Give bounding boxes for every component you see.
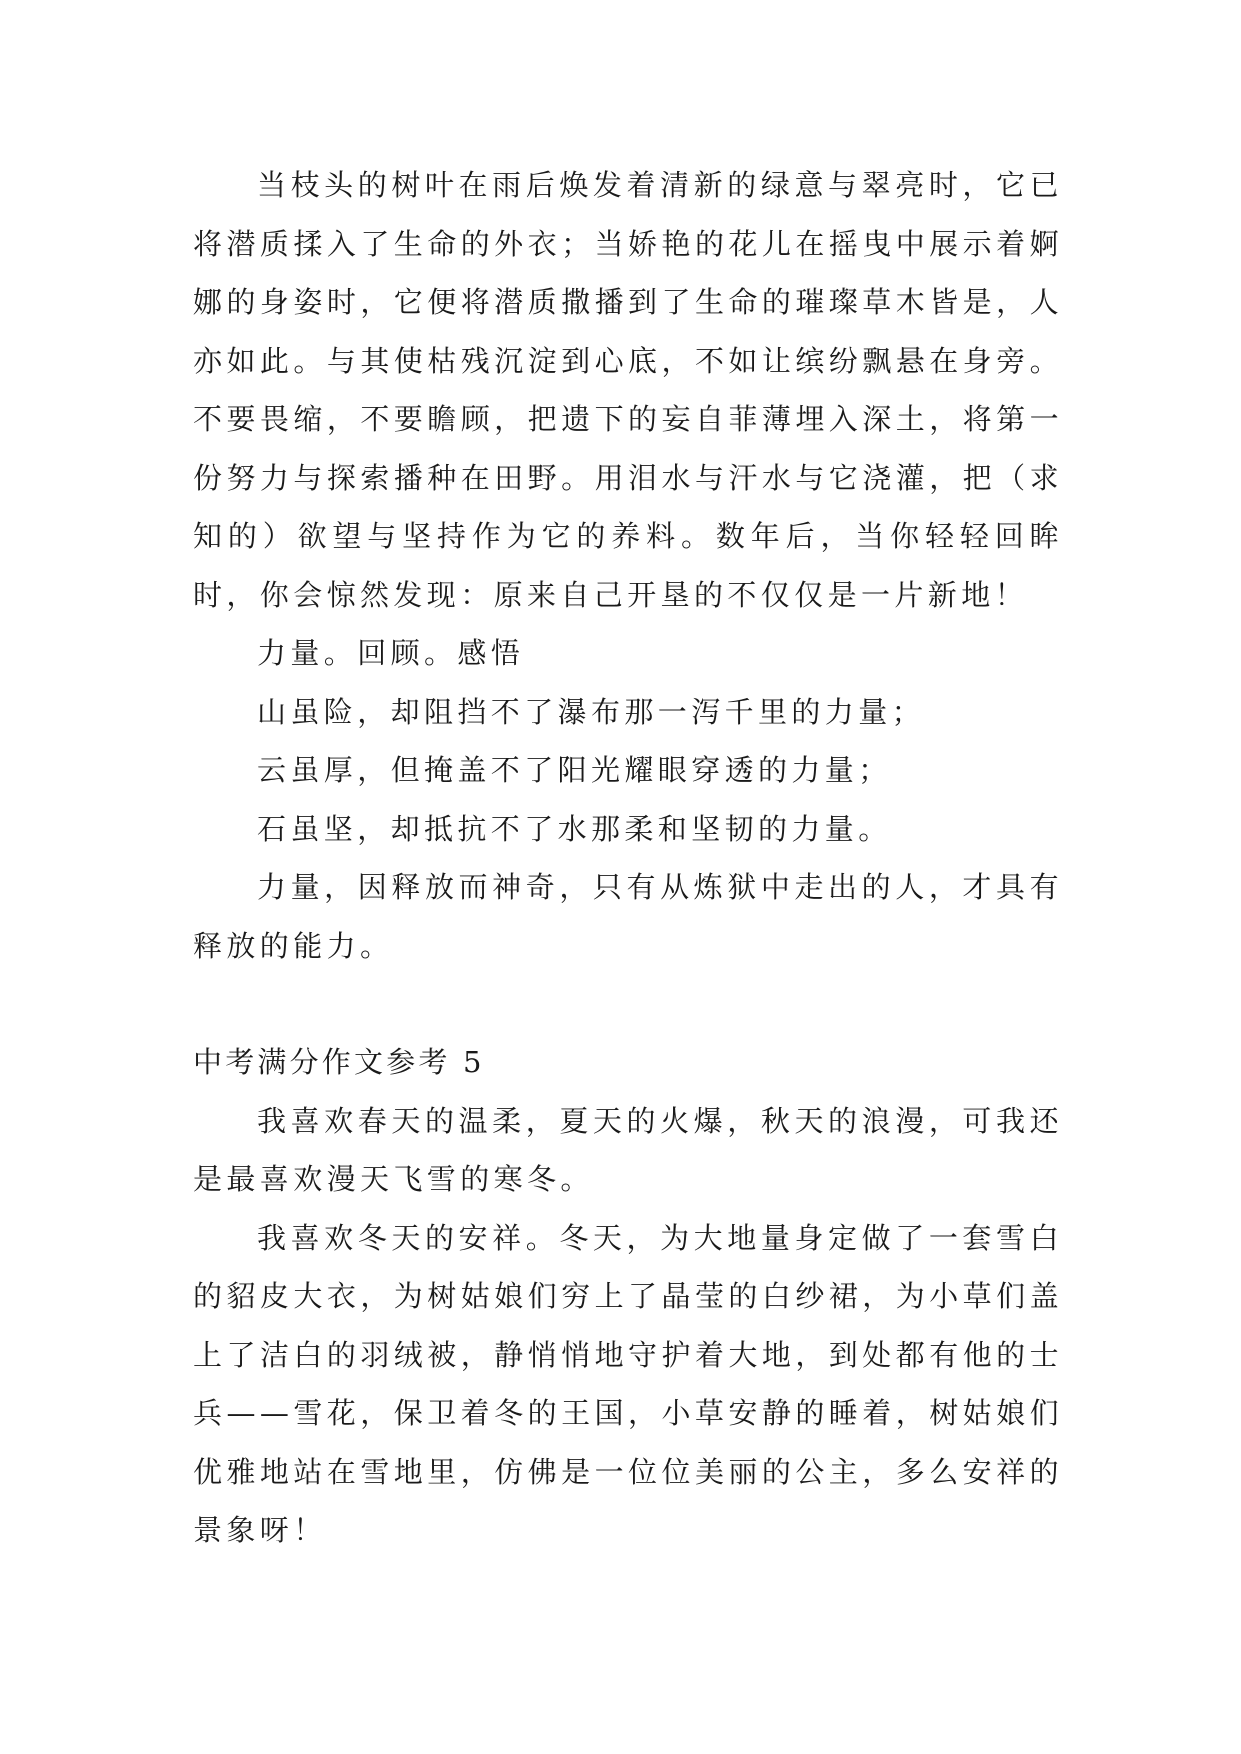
document-body [193,156,1063,1560]
paragraph: 石虽坚，却抵抗不了水那柔和坚韧的力量。 [257,811,892,846]
section-heading: 中考满分作文参考 5 [193,1045,485,1079]
paragraph: 云虽厚，但掩盖不了阳光耀眼穿透的力量； [257,753,892,787]
paragraph: 我喜欢春天的温柔，夏天的火爆，秋天的浪漫，可我还是最喜欢漫天飞雪的寒冬。 [193,1103,1063,1196]
paragraph: 山虽险，却阻挡不了瀑布那一泻千里的力量； [257,694,926,729]
section-spacer [193,975,1063,1033]
paragraph: 我喜欢冬天的安祥。冬天，为大地量身定做了一套雪白的貂皮大衣，为树姑娘们穷上了晶莹的白纱裙，为小草们盖上了洁白的羽绒被，静悄悄地守护着大地，到处都有他的士兵——雪花，保卫着冬的王国，小草安静的睡着，树姑娘们优雅地站在雪地里，仿佛是一位位美丽的公主，多么安祥的景象呀！ [193,1220,1063,1547]
paragraph: 力量。回顾。感悟 [257,636,525,670]
paragraph: 当枝头的树叶在雨后焕发着清新的绿意与翠亮时，它已将潜质揉入了生命的外衣；当娇艳的花儿在摇曳中展示着婀娜的身姿时，它便将潜质撒播到了生命的璀璨草木皆是，人亦如此。与其使枯残沉淀到心底，不如让缤纷飘悬在身旁。不要畏缩，不要瞻顾，把遗下的妄自菲薄埋入深土，将第一份努力与探索播种在田野。用泪水与汗水与它浇灌，把（求知的）欲望与坚持作为它的养料。数年后，当你轻轻回眸时，你会惊然发现：原来自己开垦的不仅仅是一片新地！ [193,168,1063,612]
paragraph: 力量，因释放而神奇，只有从炼狱中走出的人，才具有释放的能力。 [193,870,1063,963]
